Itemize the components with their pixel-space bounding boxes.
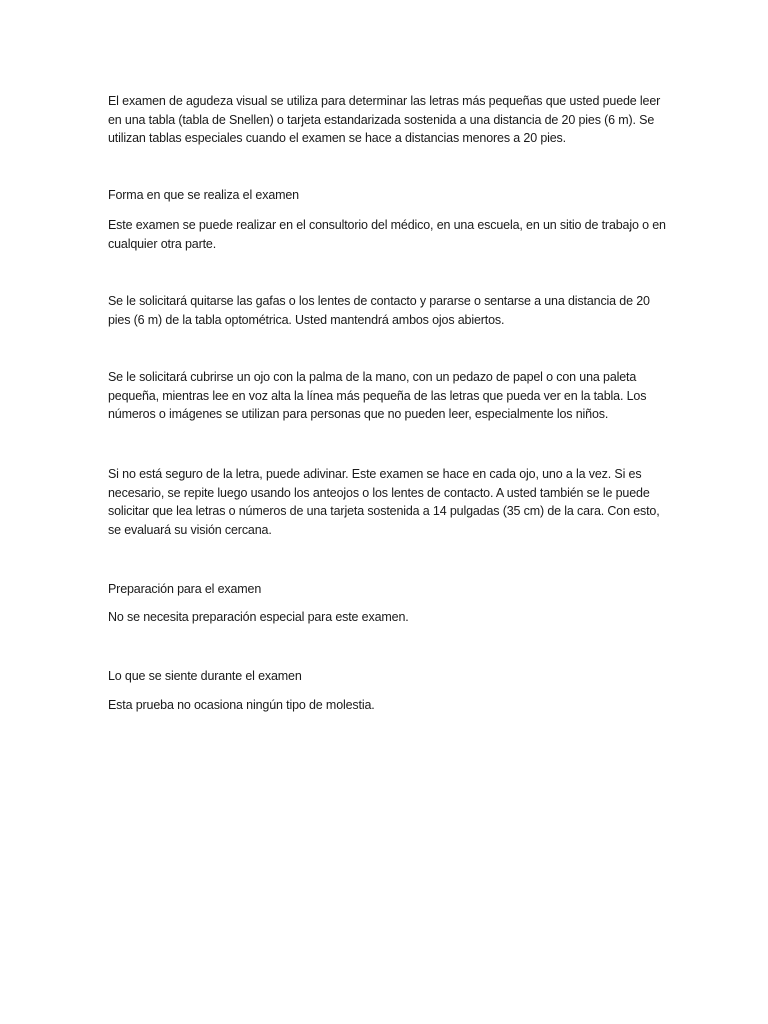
procedure-paragraph-2: Se le solicitará quitarse las gafas o los lentes de contacto y pararse o sentarse a una distancia de 20 pies (6 m) de la tabla optométrica. Usted mantendrá ambos ojos abiertos. [108,294,650,327]
intro-paragraph: El examen de agudeza visual se utiliza para determinar las letras más pequeñas que usted puede leer en una tabla (tabla de Snellen) o tarjeta estandarizada sostenida a una distancia de 20 pies (6 m). Se utilizan tablas especiales cuando el examen se hace a distancias menores a 20 pies. [108,94,661,145]
procedure-paragraph-4: Si no está seguro de la letra, puede adivinar. Este examen se hace en cada ojo, uno a la vez. Si es necesario, se repite luego usando los anteojos o los lentes de contacto. A usted también se le puede solicitar que lea letras o números de una tarjeta sostenida a 14 pulgadas (35 cm) de la cara. Con esto, se evaluará su visión cercana. [108,467,660,537]
procedure-paragraph-1: Este examen se puede realizar en el consultorio del médico, en una escuela, en un sitio de trabajo o en cualquier otra parte. [108,218,666,251]
procedure-paragraph-3: Se le solicitará cubrirse un ojo con la palma de la mano, con un pedazo de papel o con una paleta pequeña, mientras lee en voz alta la línea más pequeña de las letras que pueda ver en la tabla. Los números o imágenes se utilizan para personas que no pueden leer, especialmente los niños. [108,370,647,421]
section-heading-procedure: Forma en que se realiza el examen [108,188,299,202]
section-heading-preparation: Preparación para el examen [108,582,262,596]
preparation-paragraph: No se necesita preparación especial para este examen. [108,610,409,624]
sensation-paragraph: Esta prueba no ocasiona ningún tipo de molestia. [108,698,375,712]
section-heading-sensation: Lo que se siente durante el examen [108,669,302,683]
